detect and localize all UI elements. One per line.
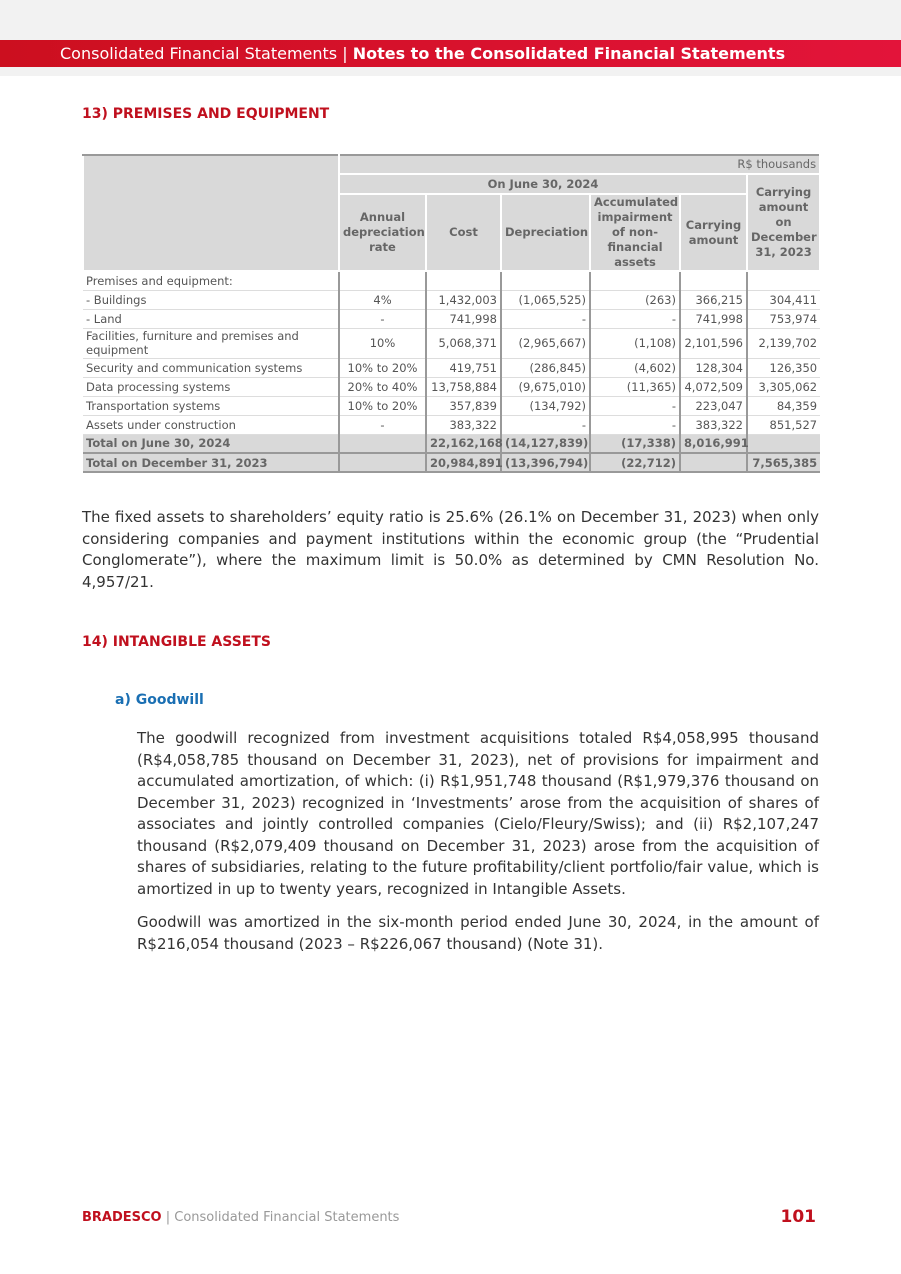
table-cell: 20,984,891 [426,453,501,472]
table-row [83,328,820,358]
row-label: Premises and equipment: [83,271,339,290]
row-label: Transportation systems [83,396,339,415]
row-label: - Buildings [83,290,339,309]
table-cell: (263) [590,290,680,309]
header-separator: | [337,44,353,63]
total-row [83,453,820,472]
footer [82,1210,399,1225]
table-cell: - [501,415,590,434]
table-cell: 304,411 [747,290,820,309]
table-cell: 1,432,003 [426,290,501,309]
table-cell: - [590,396,680,415]
table-row [83,290,820,309]
table-cell: 366,215 [680,290,747,309]
table-cell: - [590,415,680,434]
table-cell: 84,359 [747,396,820,415]
table-cell: 2,101,596 [680,328,747,358]
table-cell: 383,322 [680,415,747,434]
col-header: Annual depreciation rate [339,194,426,271]
table-cell [426,271,501,290]
table-cell: 741,998 [680,309,747,328]
table-row [83,415,820,434]
table-cell: (4,602) [590,358,680,377]
table-cell: 4,072,509 [680,377,747,396]
table-cell: (14,127,839) [501,434,590,453]
page-header [0,40,901,67]
row-label: Assets under construction [83,415,339,434]
premises-table [82,154,821,473]
table-cell [680,453,747,472]
table-cell: 128,304 [680,358,747,377]
table-cell [680,271,747,290]
table-cell: (134,792) [501,396,590,415]
table-cell: 22,162,168 [426,434,501,453]
col-header: Carrying amount on December 31, 2023 [747,174,820,271]
table-row [83,396,820,415]
table-cell: (22,712) [590,453,680,472]
table-cell [747,434,820,453]
table-cell: 10% to 20% [339,358,426,377]
table-cell [501,271,590,290]
footer-separator: | [161,1210,175,1225]
row-label: Total on June 30, 2024 [83,434,339,453]
table-cell: (11,365) [590,377,680,396]
col-header: Depreciation [501,194,590,271]
table-cell: - [590,309,680,328]
table-cell: (9,675,010) [501,377,590,396]
table-cell [590,271,680,290]
col-header: Carrying amount [680,194,747,271]
group-header: On June 30, 2024 [339,174,747,194]
table-cell: - [339,415,426,434]
table-cell: 126,350 [747,358,820,377]
goodwill-subtitle: a) Goodwill [115,692,204,708]
table-cell: (1,108) [590,328,680,358]
section-13-title: 13) PREMISES AND EQUIPMENT [82,106,330,122]
table-cell: (286,845) [501,358,590,377]
table-cell: 223,047 [680,396,747,415]
table-cell: 10% to 20% [339,396,426,415]
table-cell: 4% [339,290,426,309]
table-row [83,271,820,290]
table-cell: (1,065,525) [501,290,590,309]
table-cell [339,271,426,290]
table-cell: 5,068,371 [426,328,501,358]
unit-label: R$ thousands [339,155,820,174]
table-cell: 7,565,385 [747,453,820,472]
footer-brand: BRADESCO [82,1210,162,1225]
goodwill-paragraph-1: The goodwill recognized from investment acquisitions totaled R$4,058,995 thousand (R$4,058,785 thousand on December 31, 2023), net of provisions for impairment and accumulated amortization, of which: (i) R$1,951,748 thousand (R$1,979,376 thousand on December 31, 2023) recognized in ‘Investments’ arose from the acquisition of shares of associates and jointly controlled companies (Cielo/Fleury/Swiss); and (ii) R$2,107,247 thousand (R$2,079,409 thousand on December 31, 2023) arose from the acquisition of shares of subsidiaries, relating to the future profitability/client portfolio/fair value, which is amortized in up to twenty years, recognized in Intangible Assets. [137,729,819,898]
table-cell: 741,998 [426,309,501,328]
table-cell: (17,338) [590,434,680,453]
row-label: Data processing systems [83,377,339,396]
equity-ratio-paragraph: The fixed assets to shareholders’ equity ratio is 25.6% (26.1% on December 31, 2023) when only considering companies and payment institutions within the economic group (the “Prudential Conglomerate”), where the maximum limit is 50.0% as determined by CMN Resolution No. 4,957/21. [82,508,819,591]
row-label: Security and communication systems [83,358,339,377]
table-cell: (2,965,667) [501,328,590,358]
row-label: - Land [83,309,339,328]
row-label: Total on December 31, 2023 [83,453,339,472]
table-cell: 13,758,884 [426,377,501,396]
page-number: 101 [780,1207,816,1227]
table-cell: - [339,309,426,328]
header-subsection: Notes to the Consolidated Financial Statements [352,44,786,63]
table-cell: 8,016,991 [680,434,747,453]
table-row [83,309,820,328]
footer-text: Consolidated Financial Statements [174,1210,400,1225]
col-header: Accumulated impairment of non-financial assets [590,194,680,271]
corner-cell [83,155,339,271]
table-row [83,358,820,377]
table-cell: 10% [339,328,426,358]
total-row [83,434,820,453]
table-cell: 383,322 [426,415,501,434]
table-cell [339,453,426,472]
table-cell: 419,751 [426,358,501,377]
col-header: Cost [426,194,501,271]
table-cell [747,271,820,290]
table-cell [339,434,426,453]
goodwill-paragraph-2: Goodwill was amortized in the six-month period ended June 30, 2024, in the amount of R$216,054 thousand (2023 – R$226,067 thousand) (Note 31). [137,913,819,953]
section-14-title: 14) INTANGIBLE ASSETS [82,634,271,650]
table-cell: (13,396,794) [501,453,590,472]
table-cell: 2,139,702 [747,328,820,358]
table-row [83,377,820,396]
row-label: Facilities, furniture and premises and equipment [83,328,339,358]
table-cell: 20% to 40% [339,377,426,396]
table-cell: 3,305,062 [747,377,820,396]
table-cell: 753,974 [747,309,820,328]
table-cell: - [501,309,590,328]
table-cell: 851,527 [747,415,820,434]
header-section: Consolidated Financial Statements [60,44,338,63]
table-cell: 357,839 [426,396,501,415]
